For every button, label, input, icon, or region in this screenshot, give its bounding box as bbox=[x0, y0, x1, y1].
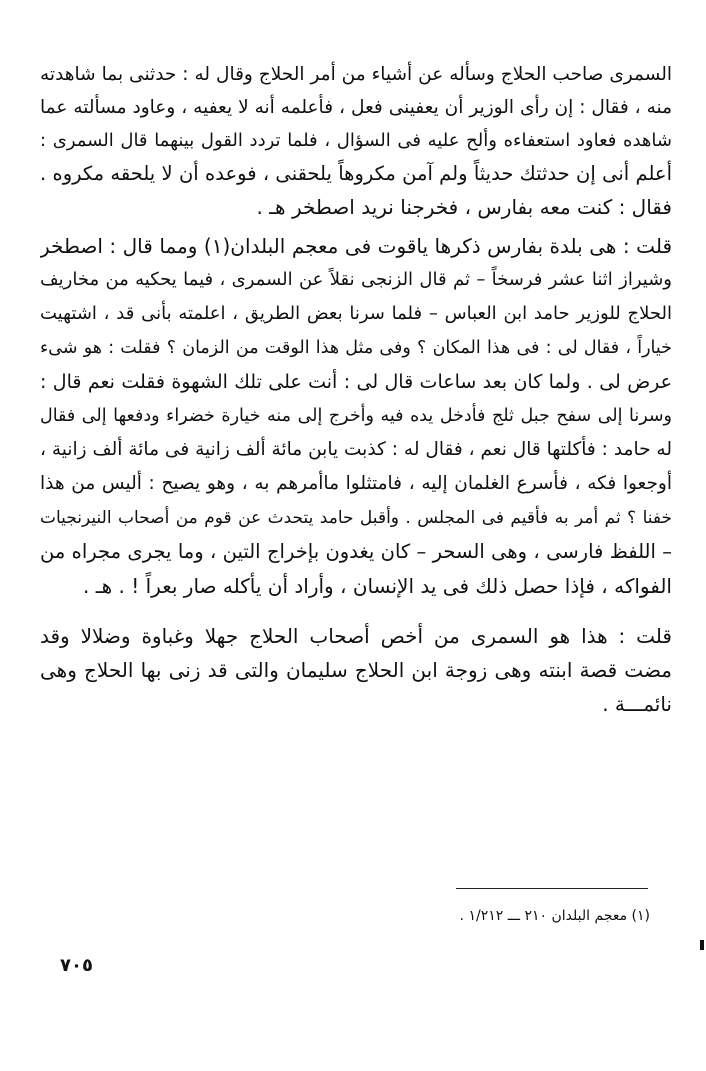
text-line-19: نائمـــة . bbox=[602, 692, 672, 716]
text-line-15: – اللفظ فارسى ، وهى السحر – كان يغدون بإخراج التين ، وما يجرى مجراه من bbox=[40, 540, 672, 563]
text-line-16: الفواكه ، فإذا حصل ذلك فى يد الإنسان ، وأراد أن يأكله صار بعراً ! . هـ . bbox=[83, 574, 672, 598]
text-line-7: وشيراز اثنا عشر فرسخاً – ثم قال الزنجى نقلاً عن السمرى ، فيما يحكيه من مخاريف bbox=[40, 269, 672, 290]
text-line-10: عرض لى . ولما كان بعد ساعات قال لى : أنت على تلك الشهوة فقلت نعم قال : bbox=[40, 371, 672, 393]
text-line-9: خياراً ، فقال لى : فى هذا المكان ؟ وفى مثل هذا الوقت من الزمان ؟ فقلت : هو شىء bbox=[40, 338, 672, 358]
text-line-12: له حامد : فأكلتها قال نعم ، فقال له : كذبت يابن مائة ألف زانية فى مائة ألف زانية ، bbox=[40, 439, 672, 460]
text-line-13: أوجعوا فكه ، فأسرع الغلمان إليه ، فامتثلوا ماأمرهم به ، وهو يصيح : أليس من هذا bbox=[40, 473, 672, 494]
text-line-5: فقال : كنت معه بفارس ، فخرجنا نريد اصطخر هـ . bbox=[256, 195, 672, 219]
text-line-6: قلت : هى بلدة بفارس ذكرها ياقوت فى معجم البلدان(١) ومما قال : اصطخر bbox=[40, 234, 672, 258]
footnote-separator bbox=[456, 888, 648, 889]
margin-mark bbox=[700, 940, 704, 950]
page-number: ٧٠٥ bbox=[60, 955, 93, 976]
text-line-11: وسرنا إلى سفح جبل ثلج فأدخل يده فيه وأخرج إلى منه خيارة خضراء ودفعها إلى فقال bbox=[40, 406, 672, 426]
text-line-17: قلت : هذا هو السمرى من أخص أصحاب الحلاج جهلا وغباوة وضلالا وقد bbox=[40, 624, 672, 648]
text-line-4: أعلم أنى إن حدثتك حديثاً ولم آمن مكروهاً يلحقنى ، فوعده أن لا يلحقه مكروه . bbox=[40, 162, 672, 185]
text-line-8: الحلاج للوزير حامد ابن العباس – فلما سرنا بعض الطريق ، اعلمته بأنى قد ، اشتهيت bbox=[40, 303, 672, 324]
text-line-1: السمرى صاحب الحلاج وسأله عن أشياء من أمر الحلاج وقال له : حدثنى بما شاهدته bbox=[40, 64, 672, 85]
text-line-2: منه ، فقال : إن رأى الوزير أن يعفينى فعل ، فأعلمه أنه لا يعفيه ، وعاود مسألته عما bbox=[40, 97, 672, 118]
text-line-18: مضت قصة ابنته وهى زوجة ابن الحلاج سليمان والتى قد زنى بها الحلاج وهى bbox=[40, 658, 672, 682]
text-line-14: خفنا ؟ ثم أمر به فأقيم فى المجلس . وأقبل حامد يتحدث عن قوم من أصحاب النيرنجيات bbox=[40, 508, 672, 528]
footnote: (١) معجم البلدان ٢١٠ ـــ ١/٢١٢ . bbox=[459, 908, 650, 924]
text-line-3: شاهده فعاود استعفاءه وألح عليه فى السؤال ، فلما تردد القول بينهما قال السمرى : bbox=[40, 130, 672, 151]
